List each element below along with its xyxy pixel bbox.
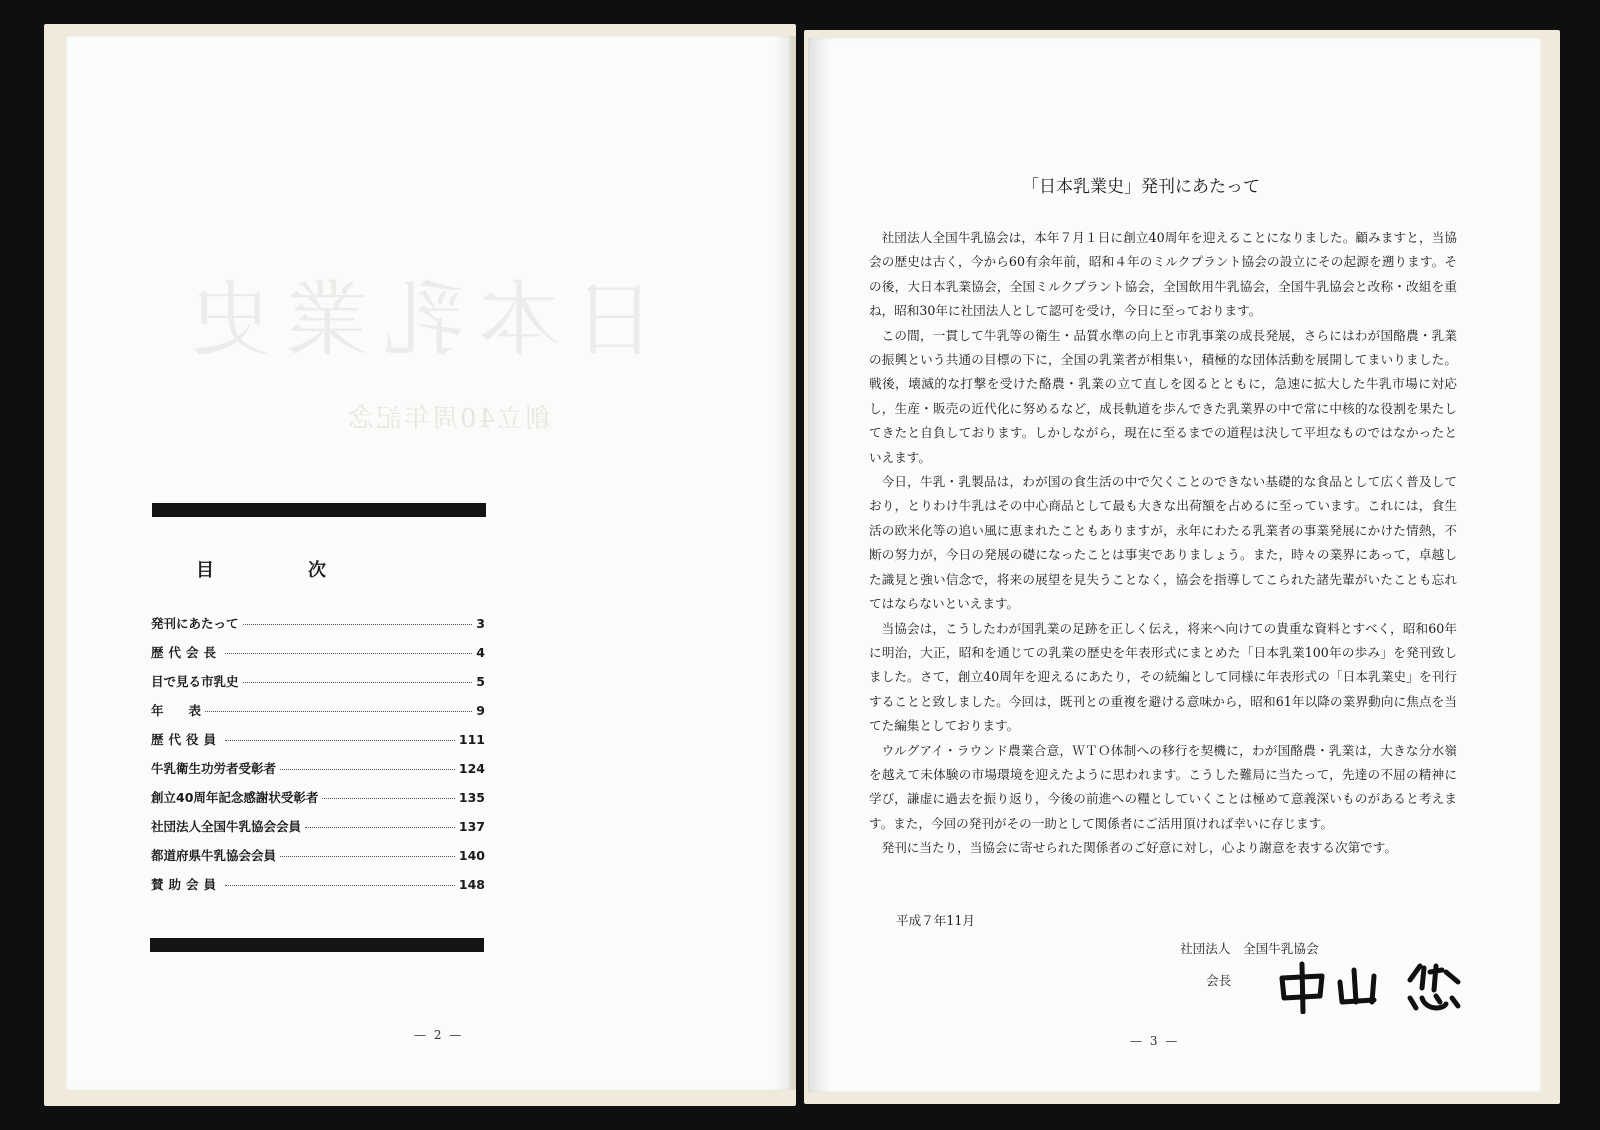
page-number-right: — 3 — <box>1130 1034 1180 1048</box>
toc-leader-dots <box>225 885 455 886</box>
toc-entry-label: 目で見る市乳史 <box>151 674 239 689</box>
toc-leader-dots <box>243 624 473 625</box>
toc-entry-page: 9 <box>476 703 485 718</box>
foreword-paragraph: 社団法人全国牛乳協会は，本年７月１日に創立40周年を迎えることになりました。顧みますと，当協会の歴史は古く，今から60有余年前，昭和４年のミルクプラント協会の設立にその起源を遡ります。その後，大日本乳業協会，全国ミルクプラント協会，全国飲用牛乳協会，全国牛乳協会と改称・改組を重ね，昭和30年に社団法人として認可を受け，今日に至っております。 <box>869 230 1457 319</box>
toc-entry-page: 135 <box>458 790 485 805</box>
toc-entry[interactable] <box>151 730 485 759</box>
left-page <box>66 36 790 1090</box>
toc-leader-dots <box>225 653 472 654</box>
toc-entry[interactable] <box>151 759 485 788</box>
foreword-body <box>869 226 1457 861</box>
toc-entry-label: 賛助会員 <box>151 877 222 892</box>
chairman-label: 会長 <box>1206 973 1232 988</box>
toc-entry[interactable] <box>151 875 485 904</box>
foreword-paragraph: 当協会は，こうしたわが国乳業の足跡を正しく伝え，将来へ向けての貴重な資料とすべく，昭和60年に明治，大正，昭和を通じての乳業の歴史を年表形式にまとめた「日本乳業100年の歩み」を発刊致しました。さて，創立40周年を迎えるにあたり，その続編として同様に年表形式の「日本乳業史」を刊行することと致しました。今回は，既刊との重複を避ける意味から，昭和61年以降の業界動向に焦点を当てた編集としております。 <box>869 620 1457 734</box>
toc-entry-label: 都道府県牛乳協会会員 <box>151 848 277 863</box>
toc-leader-dots <box>205 711 472 712</box>
toc-entry-label: 社団法人全国牛乳協会会員 <box>151 819 302 834</box>
toc-entry-label: 歴代会長 <box>151 645 222 660</box>
handwritten-signature <box>1270 958 1470 1014</box>
toc-entry-label: 発刊にあたって <box>151 616 239 631</box>
toc-entry[interactable] <box>151 643 485 672</box>
toc-entry-page: 111 <box>458 732 485 747</box>
show-through-title: 日本乳業史 <box>175 273 656 368</box>
toc-leader-dots <box>280 769 455 770</box>
toc-entry-label: 創立40周年記念感謝状受彰者 <box>151 790 319 805</box>
foreword-paragraph: 発刊に当たり，当協会に寄せられた関係者のご好意に対し，心より謝意を表する次第です。 <box>881 840 1397 856</box>
toc-entry-page: 140 <box>458 848 485 863</box>
toc-entry-label: 歴代役員 <box>151 732 222 747</box>
toc-leader-dots <box>322 798 455 799</box>
table-of-contents <box>151 614 485 904</box>
show-through-subtitle: 創立40周年記念 <box>346 404 552 434</box>
toc-entry-label: 年 表 <box>151 703 202 718</box>
foreword-date: 平成７年11月 <box>896 913 975 928</box>
toc-top-rule <box>152 503 486 517</box>
foreword-title: 「日本乳業史」発刊にあたって <box>1022 177 1260 197</box>
toc-entry[interactable] <box>151 846 485 875</box>
gutter-shadow-left <box>774 36 798 1090</box>
toc-entry-label: 牛乳衛生功労者受彰者 <box>151 761 277 776</box>
toc-leader-dots <box>305 827 455 828</box>
page-number-left: — 2 — <box>414 1028 464 1042</box>
toc-heading: 目 次 <box>196 560 364 581</box>
foreword-paragraph: 今日，牛乳・乳製品は，わが国の食生活の中で欠くことのできない基礎的な食品として広く普及しており，とりわけ牛乳はその中心商品として最も大きな出荷額を占めるに至っています。これには，食生活の欧米化等の追い風に恵まれたこともありますが，永年にわたる乳業者の事業発展にかけた情熱，不断の努力が，今日の発展の礎になったことは事実でありましょう。また，時々の業界にあって，卓越した識見と強い信念で，将来の展望を見失うことなく，協会を指導してこられた諸先輩がいたことも忘れてはならないといえます。 <box>869 474 1458 612</box>
gutter-shadow-right <box>808 38 830 1092</box>
toc-entry-page: 148 <box>458 877 485 892</box>
toc-entry-page: 5 <box>476 674 485 689</box>
toc-entry[interactable] <box>151 614 485 643</box>
toc-entry-page: 124 <box>458 761 485 776</box>
toc-leader-dots <box>243 682 473 683</box>
toc-leader-dots <box>225 740 455 741</box>
toc-entry[interactable] <box>151 817 485 846</box>
toc-entry-page: 137 <box>458 819 485 834</box>
toc-entry[interactable] <box>151 788 485 817</box>
toc-entry-page: 3 <box>476 616 485 631</box>
foreword-paragraph: この間，一貫して牛乳等の衛生・品質水準の向上と市乳事業の成長発展，さらにはわが国酪農・乳業の振興という共通の目標の下に，全国の乳業者が相集い，積極的な団体活動を展開してまいりました。戦後，壊滅的な打撃を受けた酪農・乳業の立て直しを図るとともに，急速に拡大した牛乳市場に対応し，生産・販売の近代化に努めるなど，成長軌道を歩んできた乳業界の中で常に中核的な役割を果たしてきたと自負しております。しかしながら，現在に至るまでの道程は決して平坦なものではなかったといえます。 <box>869 327 1457 465</box>
toc-bottom-rule <box>150 938 484 952</box>
toc-leader-dots <box>280 856 455 857</box>
toc-entry[interactable] <box>151 701 485 730</box>
organization-name: 社団法人 全国牛乳協会 <box>1180 941 1319 956</box>
toc-entry[interactable] <box>151 672 485 701</box>
toc-entry-page: 4 <box>476 645 485 660</box>
foreword-paragraph: ウルグアイ・ラウンド農業合意，ＷＴＯ体制への移行を契機に，わが国酪農・乳業は，大きな分水嶺を越えて未体験の市場環境を迎えたように思われます。こうした難局に当たって，先達の不屈の精神に学び，謙虚に過去を振り返り，今後の前進への糧としていくことは極めて意義深いものがあると考えます。また，今回の発刊がその一助として関係者にご活用頂ければ幸いに存じます。 <box>869 742 1457 831</box>
